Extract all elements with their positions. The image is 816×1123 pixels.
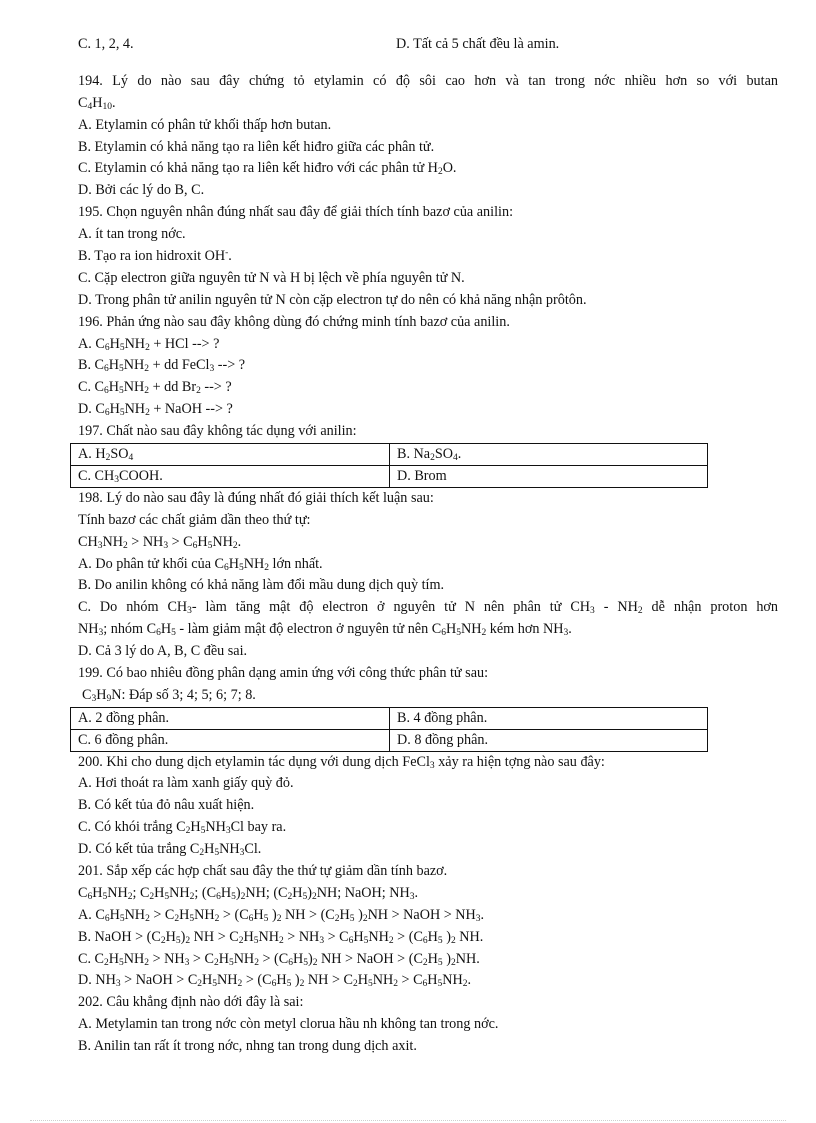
q198-order: $CH_3NH_2 > NH_3 > C_6H_5NH_2$. (78, 533, 242, 551)
q202-option-a: A. Metylamin tan trong nớc còn metyl clorua hầu nh không tan trong nớc. (78, 1016, 499, 1033)
q198-option-c-line2: $NH_3$; nhóm $C_6H_5$ - làm giảm mật độ electron ở nguyên tử nên $C_6H_5NH_2$ kém hơn $NH_3$. (78, 621, 572, 639)
q200-option-a: A. Hơi thoát ra làm xanh giấy quỳ đỏ. (78, 775, 294, 792)
q198-option-c-line1: C. Do nhóm $CH_3-$ làm tăng mật độ electron ở nguyên tử N nên phân tử $CH_3 - NH_2$ dễ nhận proton hơn (78, 599, 779, 617)
q198-option-a: A. Do phân tử khối của $C_6H_5NH_2$ lớn nhất. (78, 555, 323, 573)
q197-options-table (70, 443, 708, 488)
q202-option-b: B. Anilin tan rất ít trong nớc, nhng tan trong dung dịch axit. (78, 1038, 417, 1055)
q201-option-a: A. $C_6H_5NH_2 > C_2H_5NH_2 > (C_6H_5$ )$_2$ NH > ($C_2H_5$ )$_2NH$ > NaOH > $NH_3$. (78, 906, 485, 924)
q196-option-d: D. $C_6H_5NH_2$ + NaOH --> ? (78, 401, 233, 419)
q199-option-b: B. 4 đồng phân. (390, 707, 708, 729)
q199-option-a: A. 2 đồng phân. (71, 707, 390, 729)
q194-stem: 194. Lý do nào sau đây chứng tỏ etylamin có độ sôi cao hơn và tan trong nớc nhiều hơn so với butan (78, 72, 778, 89)
q194-option-a: A. Etylamin có phân tử khối thấp hơn butan. (78, 116, 332, 133)
q196-option-b: B. $C_6H_5NH_2$ + dd FeCl$_3$ --> ? (78, 357, 246, 375)
q194-option-c: C. Etylamin có khả năng tạo ra liên kết hiđro với các phân tử $H_2O$. (78, 160, 457, 178)
q197-stem: 197. Chất nào sau đây không tác dụng với anilin: (78, 423, 357, 440)
q201-option-d: D. $NH_3$ > NaOH > $C_2H_5NH_2 > (C_6H_5$ )$_2$ NH > $C_2H_5NH_2 > C_6H_5NH_2$. (78, 972, 472, 990)
q196-stem: 196. Phản ứng nào sau đây không dùng đó chứng minh tính bazơ của anilin. (78, 313, 510, 330)
q194-option-b: B. Etylamin có khả năng tạo ra liên kết hiđro giữa các phân tử. (78, 138, 435, 155)
q201-stem: 201. Sắp xếp các hợp chất sau đây the thứ tự giảm dần tính bazơ. (78, 863, 448, 880)
q198-statement: Tính bazơ các chất giảm dần theo thứ tự: (78, 511, 311, 528)
q193-options (78, 34, 778, 56)
q200-option-c: C. Có khói trắng $C_2H_5NH_3Cl$ bay ra. (78, 819, 287, 837)
q197-option-b: B. $Na_2SO_4$. (390, 444, 708, 466)
document-page (78, 34, 778, 1058)
q199-options-table (70, 707, 708, 752)
q199-option-d: D. 8 đồng phân. (390, 729, 708, 751)
q196-option-c: C. $C_6H_5NH_2$ + dd $Br_2$ --> ? (78, 379, 232, 397)
q193-option-c: C. 1, 2, 4. (78, 36, 134, 52)
q195-option-c: C. Cặp electron giữa nguyên tử N và H bị lệch về phía nguyên tử N. (78, 269, 465, 286)
q202-stem: 202. Câu khẳng định nào dới đây là sai: (78, 994, 304, 1011)
q195-option-b: B. Tạo ra ion hidroxit OH-. (78, 248, 232, 265)
q194-option-d: D. Bởi các lý do B, C. (78, 182, 205, 199)
q201-option-b: B. NaOH > $(C_2H_5)_2$ NH > $C_2H_5NH_2 > NH_3 > C_6H_5NH_2 > (C_6H_5$ )$_2$ NH. (78, 928, 484, 946)
q197-option-a: A. $H_2SO_4$ (71, 444, 390, 466)
q193-option-d: D. Tất cả 5 chất đều là amin. (396, 36, 560, 52)
q200-stem: 200. Khi cho dung dịch etylamin tác dụng với dung dịch FeCl$_3$ xảy ra hiện tợng nào sau đây: (78, 753, 605, 771)
q199-formula: $C_3H_9N$: Đáp số 3; 4; 5; 6; 7; 8. (82, 686, 256, 704)
q199-option-c: C. 6 đồng phân. (71, 729, 390, 751)
q195-stem: 195. Chọn nguyên nhân đúng nhất sau đây để giải thích tính bazơ của anilin: (78, 204, 514, 221)
q196-option-a: A. $C_6H_5NH_2$ + HCl --> ? (78, 335, 220, 353)
q201-compound-list: $C_6H_5NH_2$; $C_2H_5NH_2$; $(C_6H_5)_2NH$; $(C_2H_5)_2NH$; NaOH; $NH_3$. (78, 884, 419, 902)
q197-option-c: C. $CH_3COOH$. (71, 465, 390, 487)
q197-option-d: D. Brom (390, 465, 708, 487)
q195-option-a: A. ít tan trong nớc. (78, 226, 186, 243)
q198-option-d: D. Cả 3 lý do A, B, C đều sai. (78, 643, 248, 660)
page-footer-divider (30, 1120, 786, 1121)
q201-option-c: C. $C_2H_5NH_2 > NH_3 > C_2H_5NH_2 > (C_6H_5)_2$ NH > NaOH > ($C_2H_5$ )$_2NH$. (78, 950, 480, 968)
q200-option-d: D. Có kết tủa trắng $C_2H_5NH_3Cl$. (78, 841, 262, 859)
q198-stem: 198. Lý do nào sau đây là đúng nhất đó giải thích kết luận sau: (78, 489, 434, 506)
q195-option-d: D. Trong phân tử anilin nguyên tử N còn cặp electron tự do nên có khả năng nhận prôtôn. (78, 291, 587, 308)
q194-stem-formula: $C_4H_{10}$. (78, 94, 116, 112)
q199-stem: 199. Có bao nhiêu đồng phân dạng amin ứng với công thức phân tử sau: (78, 664, 489, 681)
q198-option-b: B. Do anilin không có khả năng làm đổi mầu dung dịch quỳ tím. (78, 577, 445, 594)
q200-option-b: B. Có kết tủa đỏ nâu xuất hiện. (78, 797, 255, 814)
